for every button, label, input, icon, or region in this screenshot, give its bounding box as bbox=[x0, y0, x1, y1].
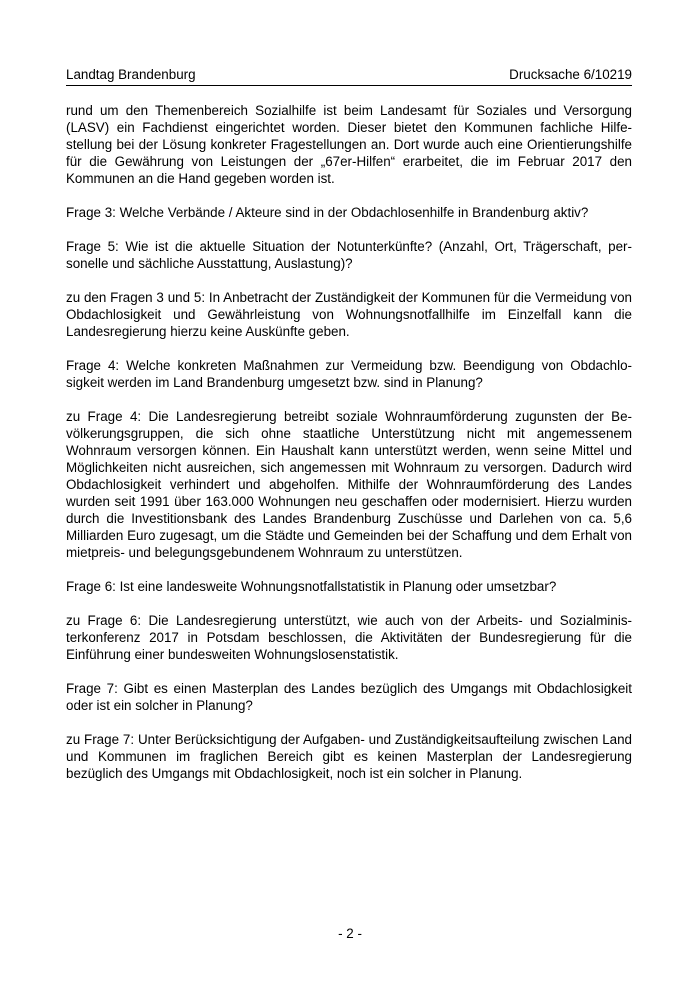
answer-6: zu Frage 6: Die Landesregierung unterstützt, wie auch von der Arbeits- und Sozialministerkonferenz 2017 in Potsdam beschlossen, die Aktivitäten der Bundesregierung für die Einführung einer bundesweiten Wohnungslosenstatistik. bbox=[66, 613, 632, 662]
page-number: - 2 - bbox=[338, 926, 362, 941]
question-4: Frage 4: Welche konkreten Maßnahmen zur Vermeidung bzw. Beendigung von Obdachlosigkeit werden im Land Brandenburg umgesetzt bzw. sind in Planung? bbox=[66, 358, 632, 390]
answer-7: zu Frage 7: Unter Berücksichtigung der Aufgaben- und Zuständigkeitsaufteilung zwischen Land und Kommunen im fraglichen Bereich gibt es keinen Masterplan der Landesregierung bezüglich des Umgangs mit Obdachlosigkeit, noch ist ein solcher in Planung. bbox=[66, 732, 632, 781]
answer-4: zu Frage 4: Die Landesregierung betreibt soziale Wohnraumförderung zugunsten der Bevölkerungsgruppen, die sich ohne staatliche Unterstützung nicht mit angemessenem Wohnraum versorgen können. Ein Haushalt kann unterstützt werden, wenn seine Mittel und Möglichkeiten nicht ausreichen, sich angemessen mit Wohnraum zu versorgen. Dadurch wird Obdachlosigkeit verhindert und abgeholfen. Mithilfe der Wohnraumförderung des Landes wurden seit 1991 über 163.000 Wohnungen neu geschaffen oder modernisiert. Hierzu wurden durch die Investitionsbank des Landes Brandenburg Zuschüsse und Darlehen von ca. 5,6 Milliarden Euro zugesagt, um die Städte und Gemeinden bei der Schaffung und dem Erhalt von mietpreis- und belegungsgebundenem Wohnraum zu unterstützen. bbox=[66, 409, 632, 560]
question-7: Frage 7: Gibt es einen Masterplan des Landes bezüglich des Umgangs mit Obdachlosigkeit oder ist ein solcher in Planung? bbox=[66, 681, 632, 713]
header-document-number: Drucksache 6/10219 bbox=[509, 67, 632, 82]
question-5: Frage 5: Wie ist die aktuelle Situation der Notunterkünfte? (Anzahl, Ort, Trägerschaft, personelle und sächliche Ausstattung, Auslastung)? bbox=[66, 239, 632, 271]
header-parliament-name: Landtag Brandenburg bbox=[66, 67, 196, 82]
question-3: Frage 3: Welche Verbände / Akteure sind in der Obdachlosenhilfe in Brandenburg aktiv? bbox=[66, 205, 589, 220]
document-body bbox=[66, 102, 632, 799]
answer-3-and-5: zu den Fragen 3 und 5: In Anbetracht der Zuständigkeit der Kommunen für die Vermeidung von Obdachlosigkeit und Gewährleistung von Wohnungsnotfallhilfe im Einzelfall kann die Landesregierung hierzu keine Auskünfte geben. bbox=[66, 290, 632, 339]
paragraph-lasv-fachdienst: rund um den Themenbereich Sozialhilfe ist beim Landesamt für Soziales und Versorgung (LASV) ein Fachdienst eingerichtet worden. Dieser bietet den Kommunen fachliche Hilfestellung bei der Lösung konkreter Fragestellungen an. Dort wurde auch eine Orientierungshilfe für die Gewährung von Leistungen der „67er-Hilfen“ erarbeitet, die im Februar 2017 den Kommunen an die Hand gegeben worden ist. bbox=[66, 103, 632, 186]
question-6: Frage 6: Ist eine landesweite Wohnungsnotfallstatistik in Planung oder umsetzbar? bbox=[66, 579, 557, 594]
page-header bbox=[66, 66, 632, 86]
